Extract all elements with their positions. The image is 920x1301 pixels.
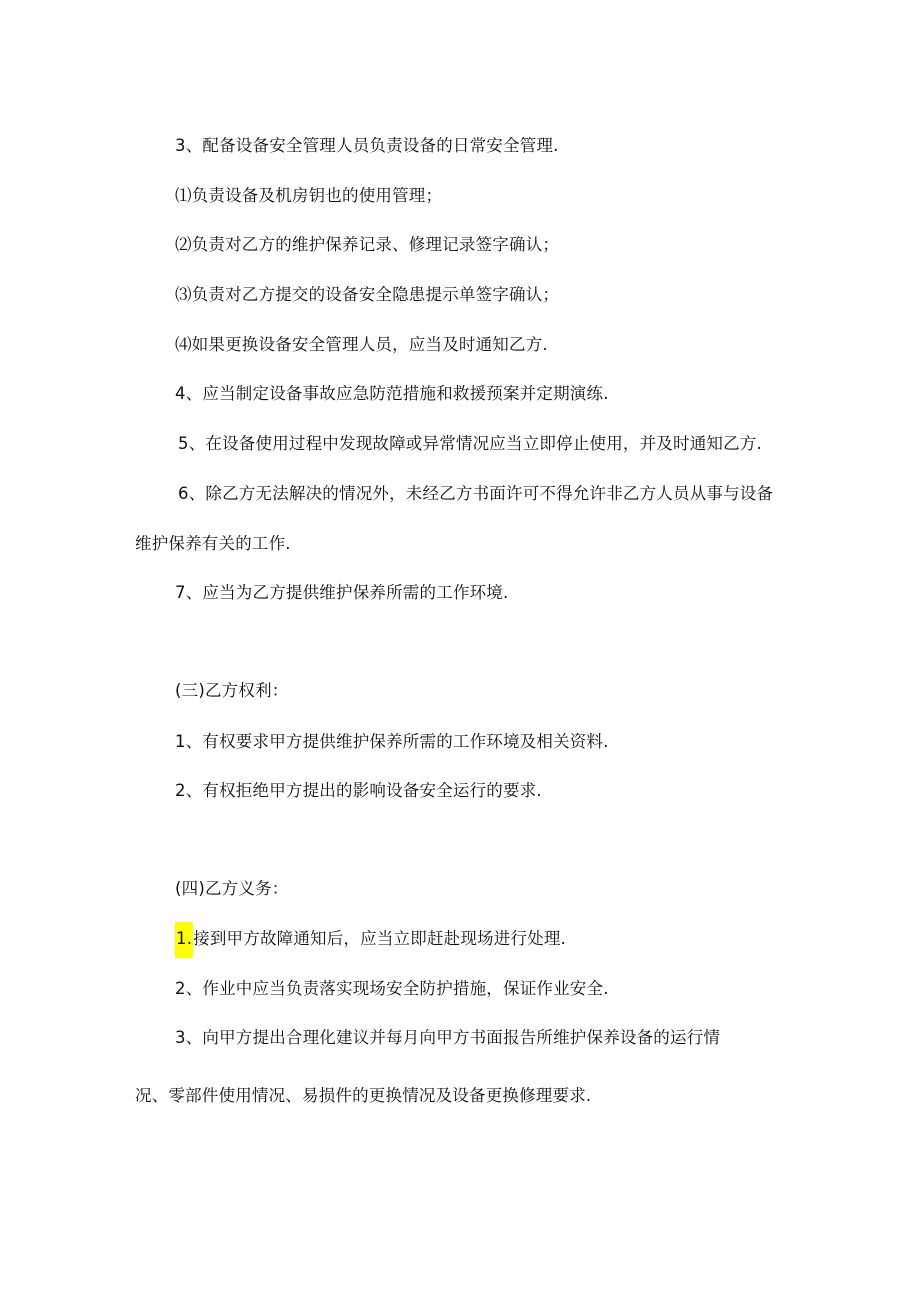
paragraph-line: ⑵负责对乙方的维护保养记录、修理记录签字确认； [175, 235, 560, 254]
section-heading: (四)乙方义务： [175, 879, 289, 898]
paragraph-line: 况、零部件使用情况、易损件的更换情况及设备更换修理要求. [135, 1086, 592, 1105]
paragraph-line: 1、有权要求甲方提供维护保养所需的工作环境及相关资料. [175, 732, 609, 751]
paragraph-line: 6、除乙方无法解决的情况外，未经乙方书面许可不得允许非乙方人员从事与设备 [178, 484, 774, 503]
section-heading: (三)乙方权利： [175, 681, 289, 700]
paragraph-line: ⑶负责对乙方提交的设备安全隐患提示单签字确认； [175, 285, 560, 304]
paragraph-line: 3、配备设备安全管理人员负责设备的日常安全管理. [175, 136, 559, 155]
paragraph-line: 2、有权拒绝甲方提出的影响设备安全运行的要求. [175, 781, 542, 800]
paragraph-line: 维护保养有关的工作. [135, 534, 291, 553]
paragraph-line: ⑴负责设备及机房钥也的使用管理； [175, 186, 443, 205]
paragraph-line: ⑷如果更换设备安全管理人员，应当及时通知乙方. [175, 335, 548, 354]
paragraph-line: 3、向甲方提出合理化建议并每月向甲方书面报告所维护保养设备的运行情 [175, 1028, 721, 1047]
paragraph-line: 5、在设备使用过程中发现故障或异常情况应当立即停止使用，并及时通知乙方. [178, 434, 762, 453]
paragraph-line: 2、作业中应当负责落实现场安全防护措施，保证作业安全. [175, 979, 609, 998]
paragraph-line [175, 928, 566, 958]
paragraph-line: 4、应当制定设备事故应急防范措施和救援预案并定期演练. [175, 384, 609, 403]
highlighted-list-marker: 1. [175, 922, 193, 958]
paragraph-line: 7、应当为乙方提供维护保养所需的工作环境. [175, 583, 509, 602]
paragraph-text: 接到甲方故障通知后，应当立即赶赴现场进行处理. [193, 929, 567, 948]
